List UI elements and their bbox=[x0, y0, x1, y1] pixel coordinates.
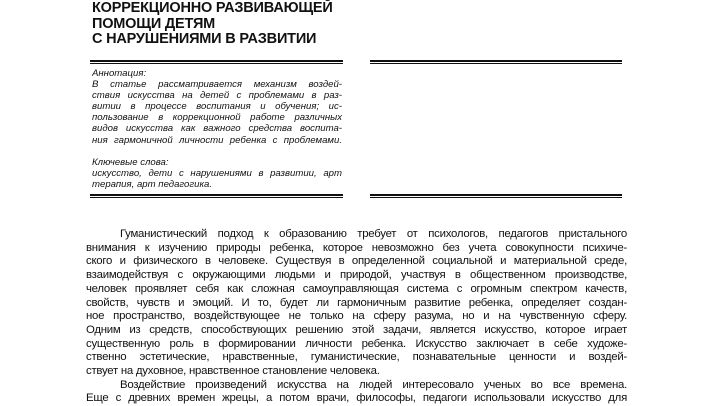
annotation-line: ния гармоничной личности ребенка с проблемами. bbox=[92, 134, 342, 146]
annotation-line: ствия искусства на детей с проблемами в раз- bbox=[92, 90, 342, 102]
keywords-line: искусство, дети с нарушениями в развитии, арт bbox=[92, 167, 342, 179]
body-line: ского и физического в человеке. Существуя в определенной социальной и материальной среде, bbox=[86, 255, 627, 268]
body-line: ное пространство, воздействующее не только на сферу разума, но и на чувственную сферу. bbox=[86, 310, 627, 323]
body-line: внимания к изучению природы ребенка, которое невозможно без учета совокупности психиче- bbox=[86, 241, 627, 254]
body-line: свойств, чувств и эмоций. И то, будет ли гармоничным развитие ребенка, определяет создан- bbox=[86, 296, 627, 309]
divider-bottom-left bbox=[90, 194, 343, 198]
title-line: С НАРУШЕНИЯМИ В РАЗВИТИИ bbox=[92, 31, 317, 47]
title-line: КОРРЕКЦИОННО РАЗВИВАЮЩЕЙ bbox=[92, 0, 333, 16]
divider-bottom-right bbox=[370, 194, 622, 198]
body-line: человек проявляет себя как сложная самоуправляющая система с огромным спектром качеств, bbox=[86, 282, 627, 295]
keywords-line: терапия, арт педагогика. bbox=[92, 178, 212, 190]
title-line: ПОМОЩИ ДЕТЯМ bbox=[92, 15, 216, 32]
annotation-heading: Аннотация: bbox=[92, 68, 147, 79]
keywords-heading: Ключевые слова: bbox=[92, 156, 169, 168]
annotation-line: видов искусства как важного средства воспита- bbox=[92, 123, 342, 135]
divider-top-right bbox=[370, 60, 622, 64]
body-line: Одним из средств, способствующих решению этой задачи, является искусство, которое играет bbox=[86, 323, 627, 336]
body-line: существенную роль в формировании личности ребенка. Искусство заключает в себе художе- bbox=[86, 337, 627, 350]
body-line: взаимодействуя с окружающими людьми и природой, участвуя в общественном производстве, bbox=[86, 269, 627, 282]
body-line: Гуманистический подход к образованию требует от психологов, педагогов пристального bbox=[120, 228, 627, 240]
divider-top-left bbox=[90, 60, 343, 64]
body-line: ственно эстетические, нравственные, гуманистические, познавательные ценности и воздей- bbox=[86, 351, 627, 364]
article-title bbox=[92, 1, 333, 48]
annotation-block bbox=[92, 68, 342, 190]
annotation-line: В статье рассматривается механизм воздей- bbox=[92, 79, 342, 91]
annotation-line: пользование в коррекционной работе различных bbox=[92, 112, 342, 124]
annotation-line: витии в процессе воспитания и обучения; ис- bbox=[92, 101, 342, 113]
body-line: Еще с древних времен жрецы, а потом врачи, философы, педагоги использовали искусство для bbox=[86, 392, 627, 405]
body-text bbox=[86, 228, 627, 406]
body-line: ствует на духовное, нравственное становление человека. bbox=[86, 365, 380, 378]
body-line: Воздействие произведений искусства на людей интересовало ученых во все времена. bbox=[120, 378, 627, 391]
